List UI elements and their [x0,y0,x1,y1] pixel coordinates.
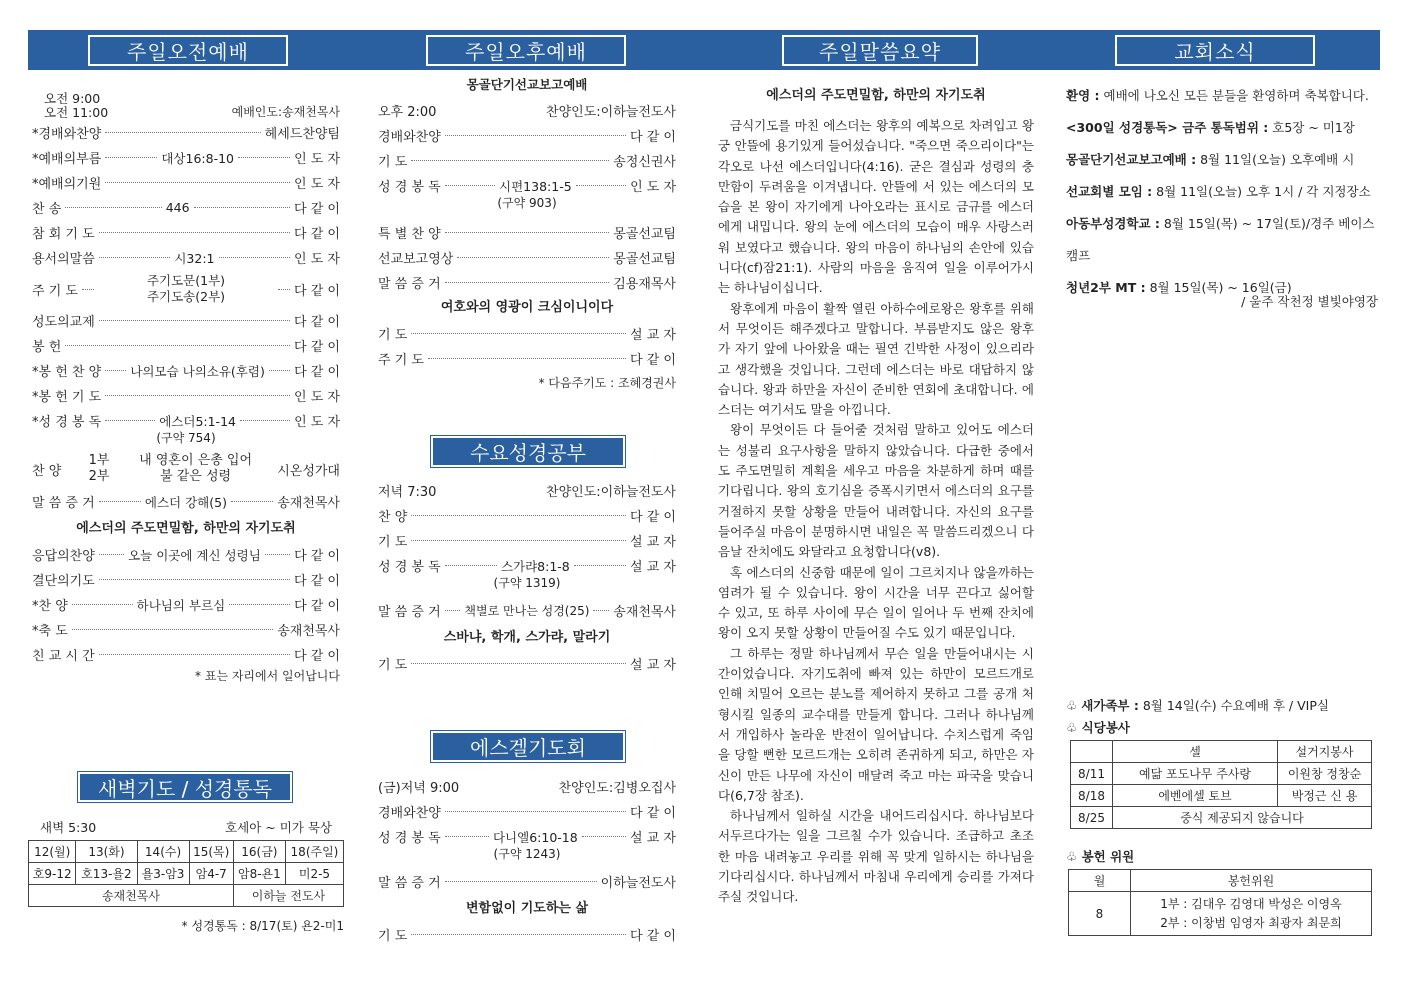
order-detail: 에스더5:1-14 [159,413,236,429]
header-pm: 주일오후예배 [426,35,626,66]
order-person: 송정신권사 [613,155,676,170]
dawn-cell: 욜3-암3 [137,863,189,885]
order-detail: 시32:1 [174,250,215,266]
order-row [32,245,340,270]
order-person: 설 교 자 [630,328,676,343]
am-choir-row: 찬 양 1부 2부 내 영혼이 은총 입어 불 같은 성령 시온성가대 [32,453,340,484]
header-dawn: 새벽기도 / 성경통독 [78,772,292,802]
order-row [32,170,340,195]
dawn-section [28,818,344,934]
order-person: 설 교 자 [630,831,676,846]
order-label: 친 교 시 간 [32,649,95,664]
order-row [378,123,676,148]
sermon-paragraph: 금식기도를 마친 에스더는 왕후의 예복으로 차려입고 왕궁 안뜰에 용기있게 들어섰습니다. "죽으면 죽으리이다"는 각오로 나선 에스더입니다(4:16). 굳은 결심과 성령의 충만함이 두려움을 이겨냅니다. 안뜰에 서 있는 에스더의 모습을 본 왕이 자기에게 나아오라는 표시로 금규를 에스더에게 내밉니다. 왕의 눈에 에스더의 모습이 매우 사랑스러워 보였다고 했습니다. 왕의 마음이 하나님의 손안에 있습니다(cf)잠21:1). 사람의 마음을 움직여 일을 이루어가시는 하나님이십니다. [718,118,1034,296]
dawn-range: 호세아 ~ 미가 묵상 [225,820,332,835]
order-person: 다 같 이 [294,649,340,664]
am-prayer-row: 주 기 도 주기도문(1부) 주기도송(2부) 다 같 이 [32,273,340,304]
order-person: 다 같 이 [630,510,676,525]
dawn-cell: 암4-7 [189,863,233,885]
order-label: 봉 헌 [32,340,62,355]
order-person: 다 같 이 [294,340,340,355]
header-news: 교회소식 [1115,35,1315,66]
order-detail: 오늘 이곳에 계신 성령님 [128,547,261,563]
dawn-cell: 호13-욜2 [76,863,137,885]
order-detail: 하나님의 부르심 [136,597,226,613]
eze-time: (금)저녁 9:00 [378,781,460,796]
order-row [32,358,340,383]
order-row [378,245,676,270]
order-row [32,120,340,145]
order-label: 용서의말씀 [32,252,95,267]
wed-leader: 찬양인도:이하늘전도사 [546,485,676,500]
order-row [32,383,340,408]
dawn-leader-2: 이하늘 전도사 [233,885,343,907]
news-lower [1066,696,1378,936]
order-label: 기 도 [378,155,408,170]
order-row [32,195,340,220]
order-person: 김용재목사 [613,277,676,292]
order-person: 인 도 자 [294,177,340,192]
order-detail: 스가랴8:1-8 [500,558,570,574]
news-item: 청년2부 MT : 8월 15일(목) ~ 16일(금) [1066,280,1292,295]
sermon-paragraph: 하나님께서 일하실 시간을 내어드리십시다. 하나님보다 서두르다가는 일을 그르칠 수가 있습니다. 조급하고 초조한 마음 내려놓고 우리를 위해 꼭 맞게 일하시는 하나님을 기다리십시다. 하나님께서 마침내 우리에게 승리를 가져다주실 것입니다. [718,808,1034,905]
order-person: 다 같 이 [630,806,676,821]
order-row [32,592,340,617]
wed-sermon-row: 말 씀 증 거 책별로 만나는 성경(25) 송재천목사 [378,604,676,620]
pm-reading-note: (구약 903) [497,196,557,210]
order-row [378,799,676,824]
dawn-note: * 성경통독 : 8/17(토) 욘2-미1 [181,919,344,933]
clover-icon: ♧ [1066,849,1082,864]
sermon-title: 에스더의 주도면밀함, 하만의 자기도취 [766,88,986,103]
order-person: 인 도 자 [294,415,341,430]
pm-time: 오후 2:00 [378,105,437,120]
order-person: 인 도 자 [294,390,340,405]
order-person: 설 교 자 [630,535,676,550]
news-item: <300일 성경통독> 금주 통독범위 : 호5장 ~ 미1장 [1066,120,1355,135]
wed-title: 스바냐, 학개, 스가랴, 말라기 [443,630,611,645]
dawn-cell: 미2-5 [285,863,343,885]
header-wed: 수요성경공부 [431,436,625,467]
sermon-paragraph: 왕후에게 마음이 활짝 열린 아하수에로왕은 왕후를 위해서 무엇이든 해주겠다고 말합니다. 부름받지도 않은 왕후가 자기 앞에 나아왔을 때는 필연 긴박한 사정이 있으리라고 생각했을 것입니다. 그런데 에스더는 바로 대답하지 않습니다. 왕과 하만을 자신이 준비한 연회에 초대합니다. 에스더는 여기서도 말을 아낍니다. [718,300,1034,418]
pm-subtitle: 몽골단기선교보고예배 [466,77,588,92]
header-am: 주일오전예배 [88,35,288,66]
pm-next: * 다음주기도 : 조혜경권사 [538,376,676,390]
order-row [378,321,676,346]
news-item: 몽골단기선교보고예배 : 8월 11일(오늘) 오후예배 시 [1066,152,1355,167]
dawn-cell: 12(월) [29,841,76,863]
order-label: 선교보고영상 [378,252,454,267]
sermon-paragraph: 혹 에스더의 신중함 때문에 일이 그르치지나 않을까하는 염려가 될 수 있습니다. 왕이 시간을 너무 끈다고 싫어할 수 있고, 또 하루 사이에 무슨 일이 일어나 두 번째 잔치에 왕이 오지 못할 상황이 만들어질 수도 있기 때문입니다. [718,564,1034,641]
order-row [32,308,340,333]
eze-sermon-row: 말 씀 증 거 이하늘전도사 [378,876,676,891]
order-label: *찬 양 [32,599,68,614]
order-label: 특 별 찬 양 [378,227,441,242]
am-time-2: 오전 11:00 [44,105,109,120]
order-label: 성 경 봉 독 [378,831,441,846]
kitchen-title: ♧ 식당봉사 [1066,720,1130,735]
dawn-cell: 15(목) [189,841,233,863]
order-row [32,642,340,667]
am-reading-note: (구약 754) [156,431,216,445]
dawn-cell: 16(금) [233,841,285,863]
order-row [378,220,676,245]
order-detail: 시편138:1-5 [499,178,572,194]
wed-reading-note: (구약 1319) [493,576,561,590]
order-person: 다 같 이 [630,130,676,145]
news-item: 아동부성경학교 : 8월 15일(목) ~ 17일(토)/경주 베이스캠프 [1066,216,1375,263]
am-service [32,90,340,687]
wed-time: 저녁 7:30 [378,485,437,500]
offering-table: 월 봉헌위원 8 1부 : 김대우 김영대 박성은 이영옥 2부 : 이창범 임영자 최광자 최문희 [1068,869,1372,936]
order-label: 주 기 도 [378,353,424,368]
order-person: 인 도 자 [294,252,340,267]
news-item: 선교회별 모임 : 8월 11일(오늘) 오후 1시 / 각 지정장소 [1066,184,1371,199]
dawn-leader-1: 송재천목사 [29,885,234,907]
order-label: *예배의부름 [32,152,102,167]
offering-title: ♧ 봉헌 위원 [1066,849,1135,864]
pm-service [378,72,676,395]
order-person: 다 같 이 [294,549,341,564]
order-person: 다 같 이 [294,202,340,217]
order-detail: 나의모습 나의소유(후렴) [130,363,265,379]
order-row [32,617,340,642]
order-row [32,542,340,567]
order-row [378,503,676,528]
sermon-paragraph: 왕이 무엇이든 다 들어줄 것처럼 말하고 있어도 에스더는 성불리 요구사항을 말하지 않았습니다. 다급한 중에서도 주도면밀히 계획을 세우고 마음을 차분하게 하며 때를 기다립니다. 왕의 호기심을 증폭시키면서 에스더의 요구를 거절하지 못할 상황을 만들어 내려합니다. 자신의 요구를 들어주실 마음이 분명하시면 내일은 꼭 말씀드리겠으니 다음날 잔치에도 와달라고 요청합니다(v8). [718,422,1034,560]
order-label: 참 회 기 도 [32,227,95,242]
dawn-table [28,840,344,907]
order-label: *봉 헌 찬 양 [32,365,102,380]
eze-service [378,774,676,947]
order-label: 경배와찬양 [378,130,441,145]
order-label: 기 도 [378,535,408,550]
pm-title2: 여호와의 영광이 크심이니이다 [440,300,614,315]
order-label: 응답의찬양 [32,549,95,564]
newcomer-item: ♧ 새가족부 : 8월 14일(수) 수요예배 후 / VIP실 [1066,698,1329,713]
order-person: 다 같 이 [294,227,340,242]
order-person: 다 같 이 [630,353,676,368]
news-mt-place: / 울주 작천정 별빛야영장 [1241,294,1378,309]
order-label: *성 경 봉 독 [32,415,102,430]
dawn-cell: 암8-욘1 [233,863,285,885]
order-detail: 대상16:8-10 [161,150,234,166]
header-eze: 에스겔기도회 [431,731,625,762]
pm-leader: 찬양인도:이하늘전도사 [546,105,676,120]
clover-icon: ♧ [1066,698,1082,713]
wed-service [378,478,676,676]
order-label: 성 경 봉 독 [378,560,441,575]
order-person: 몽골선교팀 [613,252,676,267]
order-person: 인 도 자 [294,152,341,167]
news-item: 환영 : 예배에 나오신 모든 분들을 환영하며 축복합니다. [1066,88,1369,103]
eze-title: 변함없이 기도하는 삶 [465,901,589,916]
order-person: 다 같 이 [294,574,340,589]
dawn-time: 새벽 5:30 [40,820,97,835]
order-person: 다 같 이 [294,599,341,614]
order-detail: 446 [165,200,190,215]
kitchen-table: 셀 설거지봉사 8/11 예닮 포도나무 주사랑 이원창 정창순 8/18 에벤에셀 토브 박정근 신 용 8/25 중식 제공되지 않습니다 [1070,740,1372,829]
eze-leader: 찬양인도:김병오집사 [558,781,676,796]
dawn-cell: 13(화) [76,841,137,863]
am-time-1: 오전 9:00 [44,91,101,106]
order-label: *경배와찬양 [32,127,102,142]
order-label: 기 도 [378,328,408,343]
order-row [32,220,340,245]
order-person: 송재천목사 [277,624,340,639]
order-row [32,333,340,358]
order-detail: 다니엘6:10-18 [492,829,578,845]
sermon-summary [718,86,1034,908]
eze-prayer-row: 기 도 다 같 이 [378,929,676,944]
sermon-paragraph: 그 하루는 정말 하나님께서 무슨 일을 만들어내시는 시간이었습니다. 자기도취에 빠져 있는 하만이 모르드개로 인해 치밀어 오르는 분노를 제어하지 못하고 그를 공개 처형시킬 일종의 교수대를 만들게 합니다. 그러나 하나님께서 개입하사 놀라운 반전이 일어납니다. 수치스럽게 죽임을 당할 뻔한 모르드개는 오히려 존귀하게 되고, 하만은 자신이 만든 나무에 자신이 매달려 죽고 마는 파국을 맞습니다(6,7장 참조). [718,645,1034,803]
order-person: 인 도 자 [630,180,677,195]
dawn-cell: 18(주일) [285,841,343,863]
order-label: 찬 양 [378,510,408,525]
order-row [378,528,676,553]
order-row [378,270,676,295]
wed-prayer-row: 기 도 설 교 자 [378,658,676,673]
order-row [378,346,676,371]
news-section [1066,80,1378,310]
am-note: * 표는 자리에서 일어납니다 [195,669,340,683]
order-person: 설 교 자 [630,560,676,575]
order-label: 말 씀 증 거 [378,277,441,292]
order-label: 경배와찬양 [378,806,441,821]
order-person: 헤세드찬양팀 [264,127,340,142]
am-leader: 예배인도:송재천목사 [231,105,340,119]
order-label: *예배의기원 [32,177,102,192]
clover-icon: ♧ [1066,720,1082,735]
order-label: 결단의기도 [32,574,95,589]
order-label: *봉 헌 기 도 [32,390,102,405]
dawn-cell: 14(수) [137,841,189,863]
order-label: 찬 송 [32,202,62,217]
eze-reading-note: (구약 1243) [493,847,561,861]
am-sermon-row: 말 씀 증 거 에스더 강해(5) 송재천목사 [32,494,340,511]
order-row [378,148,676,173]
dawn-cell: 호9-12 [29,863,76,885]
order-person: 다 같 이 [294,365,341,380]
order-row [32,567,340,592]
order-person: 다 같 이 [294,315,340,330]
order-label: 성도의교제 [32,315,95,330]
order-label: 성 경 봉 독 [378,180,441,195]
order-label: *축 도 [32,624,68,639]
order-row [32,145,340,170]
header-sermon: 주일말씀요약 [782,35,978,66]
am-sermon-title: 에스더의 주도면밀함, 하만의 자기도취 [76,521,296,536]
order-person: 몽골선교팀 [613,227,676,242]
